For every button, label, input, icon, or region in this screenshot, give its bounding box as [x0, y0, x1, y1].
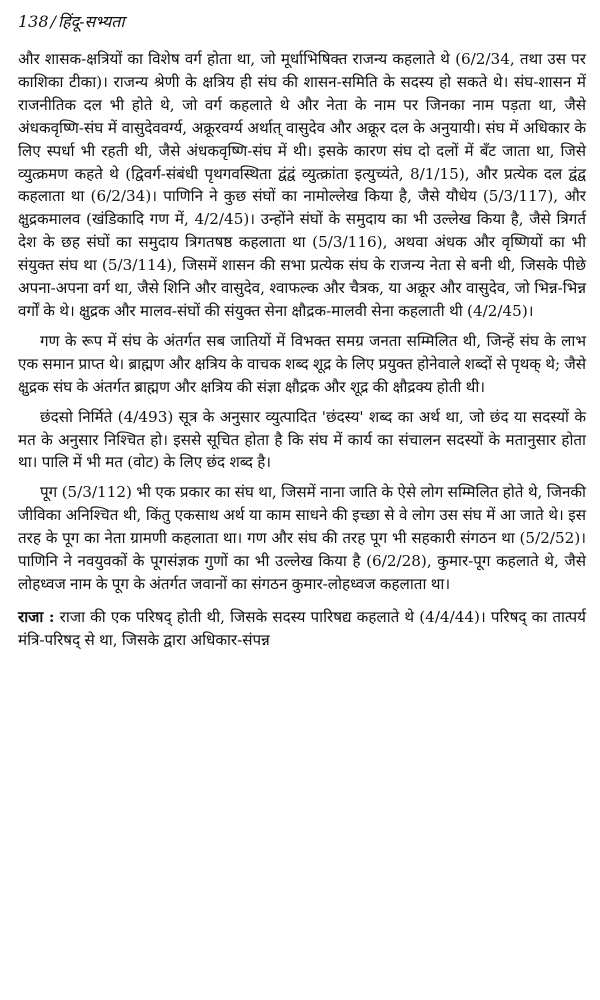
book-title: हिंदू-सभ्यता [57, 12, 125, 31]
section-term: राजा : [18, 607, 55, 626]
header-separator: / [50, 12, 56, 31]
paragraph-1: और शासक-क्षत्रियों का विशेष वर्ग होता था, जो मूर्धाभिषिक्त राजन्य कहलाते थे (6/2/34, तथा उस पर काशिका टीका)। राजन्य श्रेणी के क्षत्रिय ही संघ की शासन-समिति के सदस्य हो सकते थे। संघ-शासन में राजनीतिक दल भी होते थे, जो वर्ग कहलाते थे और नेता के नाम पर जिनका नाम पड़ता था, जैसे अंधकवृष्णि-संघ में वासुदेववर्ग्य, अक्रूरवर्ग्य अर्थात् वासुदेव और अक्रूर दल के अनुयायी। संघ में अधिकार के लिए स्पर्धा भी रहती थी, जैसे अंधकवृष्णि-संघ में थी। इसके कारण संघ दो दलों में बँट जाता था, जिसे व्युत्क्रमण कहते थे (द्विवर्ग-संबंधी पृथगवस्थिता द्वंद्वं व्युत्क्रांता इत्युच्यंते, 8/1/15), और प्रत्येक दल द्वंद्व कहलाता था (6/2/34)। पाणिनि ने कुछ संघों का नामोल्लेख किया है, जैसे यौधेय (5/3/117), और क्षुद्रकमालव (खंडिकादि गण में, 4/2/45)। उन्होंने संघों के समुदाय का भी उल्लेख किया है, जैसे त्रिगर्त देश के छह संघों का समुदाय त्रिगतषष्ठ कहलाता था (5/3/116), अथवा अंधक और वृष्णियों का भी संयुक्त संघ था (5/3/114), जिसमें शासन की सभा प्रत्येक संघ के राजन्य नेता से बनी थी, जिसके पीछे अपना-अपना वर्ग था, जैसे शिनि और वासुदेव, श्वाफल्क और चैत्रक, या अक्रूर और वासुदेव, जो भिन्न-भिन्न वर्गों के थे। क्षुद्रक और मालव-संघों की संयुक्त सेना क्षौद्रक-मालवी सेना कहलाती थी (4/2/45)। [18, 50, 586, 320]
paragraph-2: गण के रूप में संघ के अंतर्गत सब जातियों में विभक्त समग्र जनता सम्मिलित थी, जिन्हें संघ के लाभ एक समान प्राप्त थे। ब्राह्मण और क्षत्रिय के वाचक शब्द शूद्र के लिए प्रयुक्त होनेवाले शब्दों से पृथक् थे; जैसे क्षुद्रक संघ के अंतर्गत ब्राह्मण और क्षत्रिय की संज्ञा क्षौद्रक और शूद्र की क्षौद्रक्य होती थी। [18, 331, 586, 396]
paragraph-3: छंदसो निर्मिते (4/493) सूत्र के अनुसार व्युत्पादित 'छंदस्य' शब्द का अर्थ था, जो छंद या सदस्यों के मत के अनुसार निश्चित हो। इससे सूचित होता है कि संघ में कार्य का संचालन सदस्यों के मतानुसार होता था। पालि में भी मत (वोट) के लिए छंद शब्द है। [18, 407, 586, 472]
section-text: राजा की एक परिषद् होती थी, जिसके सदस्य पारिषद्य कहलाते थे (4/4/44)। परिषद् का तात्पर्य मंत्रि-परिषद् से था, जिसके द्वारा अधिकार-संपन्न [18, 607, 586, 649]
running-header [18, 10, 586, 34]
section-raja [18, 606, 586, 652]
paragraph-4: पूग (5/3/112) भी एक प्रकार का संघ था, जिसमें नाना जाति के ऐसे लोग सम्मिलित होते थे, जिनकी जीविका अनिश्चित थी, किंतु एकसाथ अर्थ या काम साधने की इच्छा से वे लोग उस संघ में आ जाते थे। इस तरह के पूग का नेता ग्रामणी कहलाता था। गण और संघ की तरह पूग भी सहकारी संगठन था (5/2/52)। पाणिनि ने नवयुवकों के पूगसंज्ञक गुणों का भी उल्लेख किया है (6/2/28), कुमार-पूग कहलाते थे, जैसे लोहध्वज नाम के पूग के अंतर्गत जवानों का संगठन कुमार-लोहध्वज कहलाता था। [18, 483, 586, 593]
page-number: 138 [18, 12, 49, 31]
